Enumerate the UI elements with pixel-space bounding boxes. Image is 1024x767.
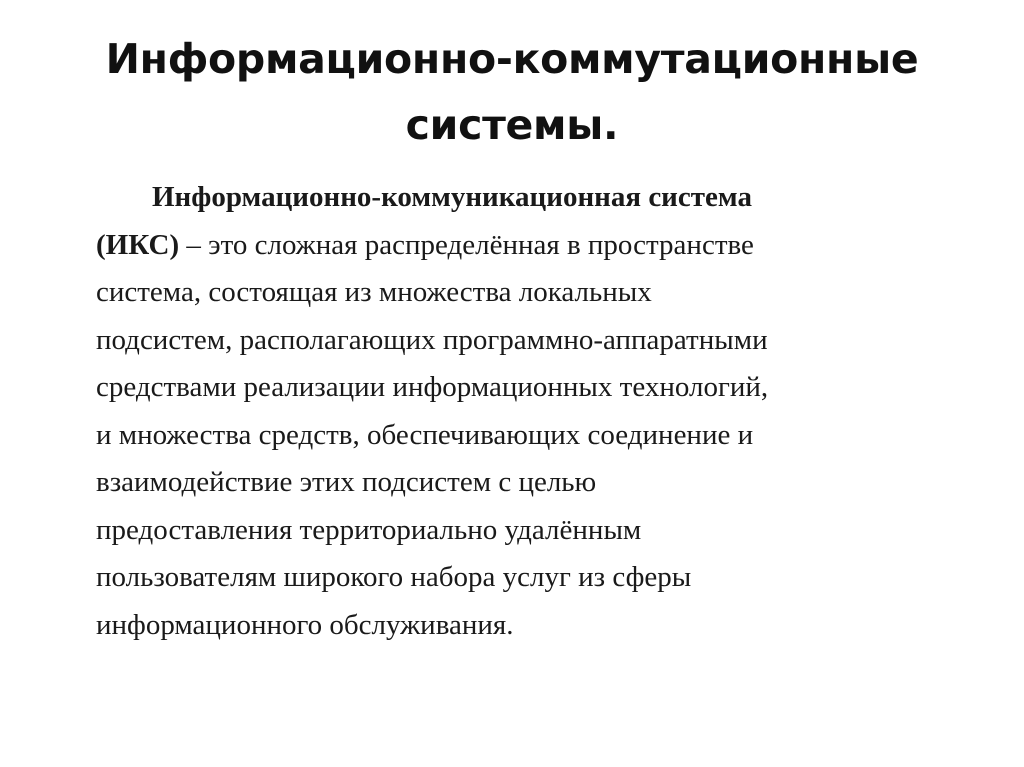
slide-title bbox=[40, 26, 984, 158]
definition-line-3: система, состоящая из множества локальных bbox=[96, 276, 652, 308]
title-line-2: системы. bbox=[405, 101, 619, 149]
definition-abbreviation: (ИКС) bbox=[96, 228, 180, 261]
definition-line-7: взаимодействие этих подсистем с целью bbox=[96, 466, 597, 498]
definition-line-2-text: – это сложная распределённая в пространстве bbox=[179, 228, 754, 261]
definition-line-4: подсистем, располагающих программно-аппаратными bbox=[96, 323, 768, 356]
definition-term: Информационно-коммуникационная система bbox=[152, 181, 752, 213]
definition-paragraph bbox=[96, 174, 896, 649]
definition-line-8: предоставления территориально удалённым bbox=[96, 513, 642, 546]
title-line-1: Информационно-коммутационные bbox=[105, 35, 919, 83]
definition-line-2 bbox=[96, 222, 896, 270]
definition-line-1 bbox=[96, 174, 896, 222]
definition-line-6: и множества средств, обеспечивающих соединение и bbox=[96, 418, 754, 451]
definition-line-9: пользователям широкого набора услуг из сферы bbox=[96, 561, 692, 593]
definition-line-10: информационного обслуживания. bbox=[96, 608, 514, 641]
definition-line-5: средствами реализации информационных технологий, bbox=[96, 371, 769, 403]
